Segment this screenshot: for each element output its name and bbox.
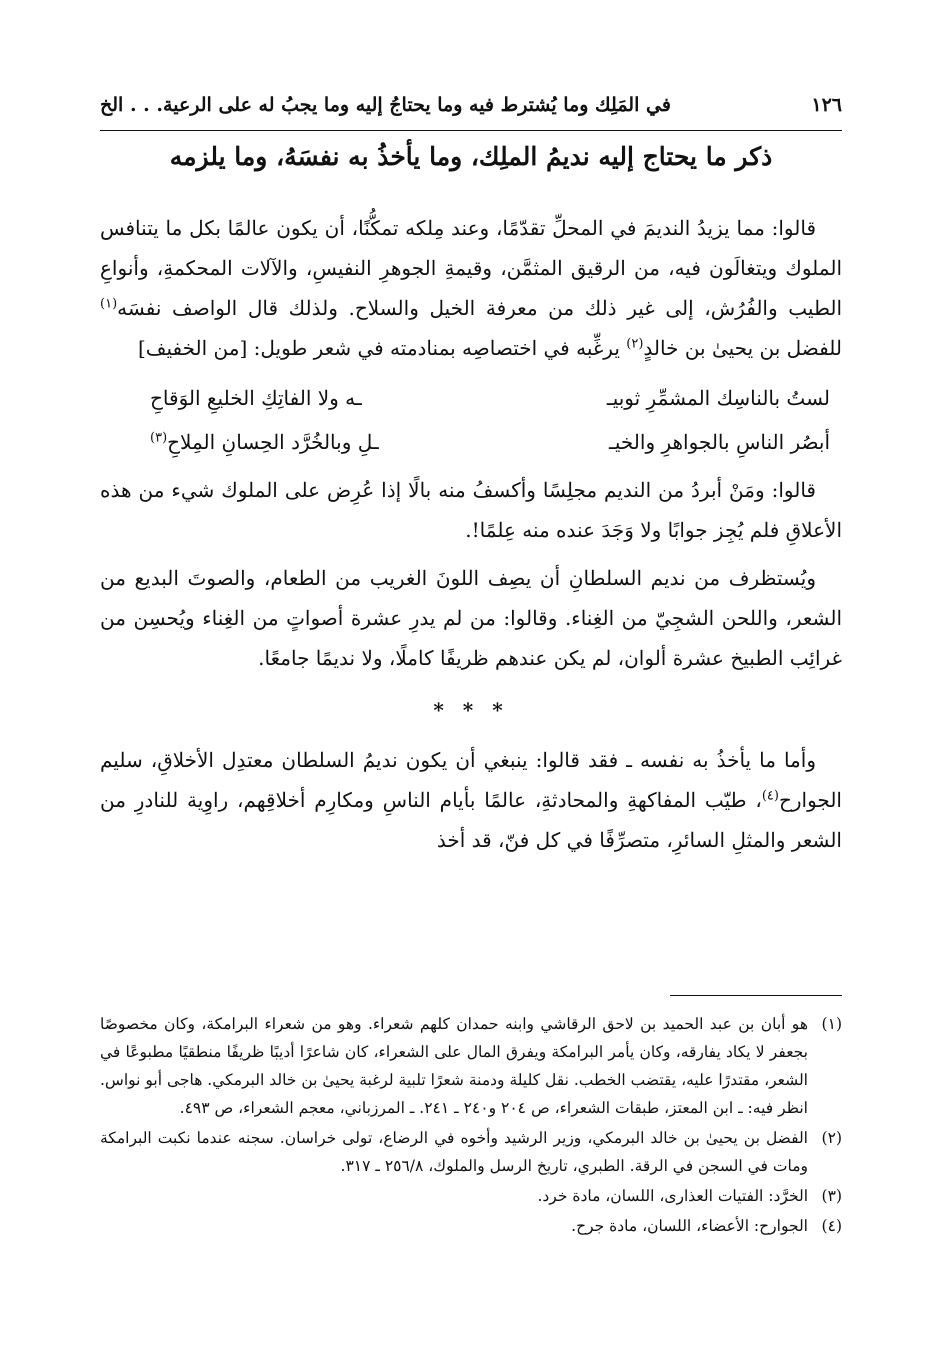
chapter-title: ذكر ما يحتاج إليه نديمُ الملِك، وما يأخذُ به نفسَهُ، وما يلزمه (169, 142, 773, 171)
page-number: ١٢٦ (811, 94, 842, 116)
running-title: في المَلِك وما يُشترط فيه وما يحتاجُ إليه وما يجبُ له على الرعية. . . الخ (100, 94, 671, 116)
verse-1-first-hemistich: لستُ بالناسِك المشمِّرِ ثوبيـ (606, 386, 830, 410)
footnote-2 (100, 1124, 842, 1180)
verse-2-first-hemistich: أبصُر الناسِ بالجواهرِ والخيـ (608, 430, 830, 454)
header-rule (100, 130, 842, 131)
body-text (100, 208, 842, 860)
footnote-text: الخرَّد: الفتيات العذارى، اللسان، مادة خرد. (537, 1187, 808, 1205)
paragraph-3: ويُستظرف من نديم السلطانِ أن يصِف اللونَ الغريب من الطعام، والصوتَ البديع من الشعر، واللحن الشجِيّ من الغِناء. وقالوا: من لم يدرِ عشرة أصواتٍ من الغِناء ويُحسِن من غرائِب الطبيخ عشرة ألوان، لم يكن عندهم ظريفًا كاملًا، ولا نديمًا جامعًا. (100, 566, 842, 670)
footnote-text: هو أبان بن عبد الحميد بن لاحق الرقاشي وابنه حمدان كلهم شعراء. وهو من شعراء البرامكة، وكان مخصوصًا بجعفر لا يكاد يفارقه، وكان يأمر البرامكة ويفرق المال على الشعراء، كان شاعرًا أديبًا ظريفًا منطقيًا مطبوعًا في الشعر، مقتدرًا عليه، يقتضب الخطب. نقل كليلة ودمنة شعرًا تلبية لرغبة يحيىٰ بن خالد البرمكي. هاجى أبو نواس. انظر فيه: ـ ابن المعتز، طبقات الشعراء، ص ٢٠٤ و٢٤٠ ـ ٢٤١. ـ المرزباني، معجم الشعراء، ص ٤٩٣. (100, 1015, 808, 1117)
footnote-4 (100, 1212, 842, 1240)
footnote-1 (100, 1010, 842, 1122)
footnote-ref-4: (٤) (761, 788, 779, 804)
footnote-number: (١) (821, 1015, 842, 1033)
footnote-ref-3: (٣) (150, 430, 168, 446)
footnote-text: الجوارح: الأعضاء، اللسان، مادة جرح. (571, 1217, 808, 1235)
verse-1-second-hemistich: ـه ولا الفاتِكِ الخليعِ الوَقاحِ (150, 386, 362, 410)
verse-line-2 (100, 420, 842, 464)
paragraph-2: قالوا: ومَنْ أبردُ من النديم مجلِسًا وأكسفُ منه بالًا إذا عُرِض على الملوك شيء من هذه الأعلاقِ فلم يُجِز جوابًا ولا وَجَدَ عنده منه عِلمًا!. (100, 478, 842, 542)
verse-line-1 (100, 376, 842, 420)
running-header (100, 85, 842, 125)
section-separator: * * * (433, 698, 509, 722)
footnote-rule (670, 995, 842, 996)
paragraph-4: وأما ما يأخذُ به نفسه ـ فقد قالوا: ينبغي أن يكون نديمُ السلطان معتدِل الأخلاقِ، سليم الجوارح$^{(٤)}$، طيّب المفاكهةِ والمحادثةِ، عالمًا بأيام الناسِ ومكارِم أخلاقِهم، راوِية للنادرِ من الشعر والمثلِ السائرِ، متصرِّفًا في كل فنّ، قد أخذ (100, 748, 842, 852)
footnote-3 (100, 1182, 842, 1210)
footnote-number: (٣) (821, 1187, 842, 1205)
verse-2-second-hemistich: ـلِ وبالخُرَّد الحِسانِ المِلاحِ$^{(٣)}$ (150, 430, 379, 454)
poem-verses (100, 376, 842, 464)
paragraph-1: قالوا: مما يزيدُ النديمَ في المحلِّ تقدّمًا، وعند مِلكه تمكُّنًا، أن يكون عالمًا بكل ما يتنافس الملوك ويتغالَون فيه، من الرقيق المثمَّن، وقيمةِ الجوهرِ النفيسِ، والآلات المحكمةِ، وأنواعِ الطيب والفُرُش، إلى غير ذلك من معرفة الخيل والسلاح. ولذلك قال الواصف نفسَه$^{(١)}$ للفضل بن يحيىٰ بن خالدٍ$^{(٢)}$ يرغِّبه في اختصاصِه بمنادمته في شعر طويل: [من الخفيف] (100, 216, 842, 360)
footnote-number: (٢) (821, 1129, 842, 1147)
footnote-ref-1: (١) (100, 296, 118, 312)
footnote-number: (٤) (821, 1217, 842, 1235)
footnote-text: الفضل بن يحيىٰ بن خالد البرمكي، وزير الرشيد وأخوه في الرضاع، تولى خراسان. سجنه عندما نكبت البرامكة ومات في السجن في الرقة. الطبري، تاريخ الرسل والملوك، ٢٥٦/٨ ـ ٣١٧. (100, 1129, 808, 1175)
footnote-ref-2: (٢) (626, 336, 644, 352)
footnotes (100, 1010, 842, 1242)
